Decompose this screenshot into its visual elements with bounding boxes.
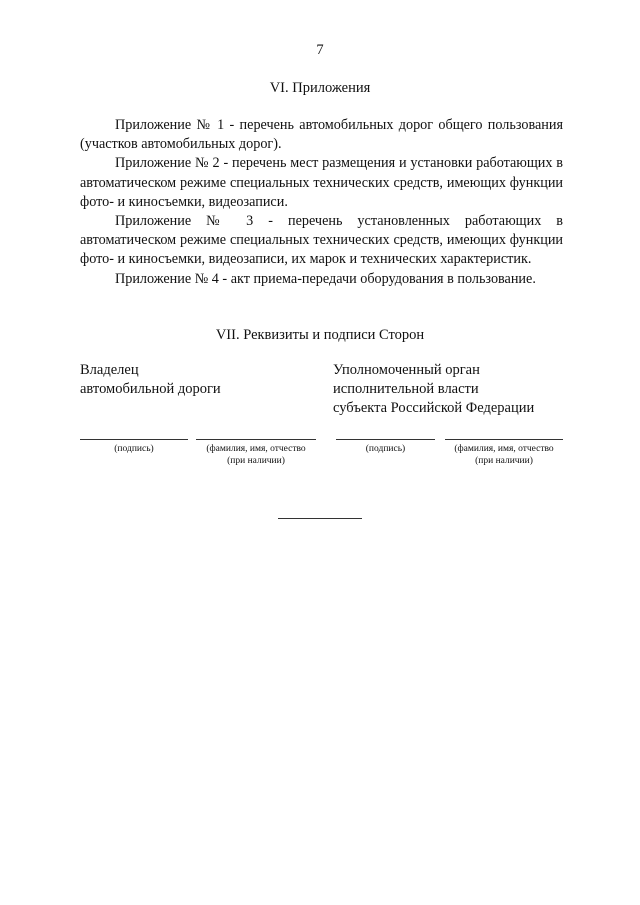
owner-line-1: Владелец: [80, 362, 139, 378]
authority-signature-caption: (подпись): [365, 444, 406, 454]
authority-signature-line: [336, 439, 435, 440]
authority-name-field: [445, 439, 563, 467]
section-title-requisites: VII. Реквизиты и подписи Сторон: [215, 327, 425, 343]
authority-name-line: [445, 439, 563, 440]
authority-line-2: исполнительной власти: [333, 381, 479, 397]
authority-name-caption: (фамилия, имя, отчество (при наличии): [454, 444, 554, 466]
attachment-paragraph-4: Приложение № 4 - акт приема-передачи оборудования в пользование.: [115, 270, 536, 287]
owner-signature-field: [80, 439, 188, 455]
owner-signature-line: [80, 439, 188, 440]
owner-name-line: [196, 439, 316, 440]
attachment-paragraph-3: Приложение № 3 - перечень установленных работающих в автоматическом режиме специальных технических средств, имеющих функции фото- и киносъемки, видеозаписи, их марок и технических характеристик.: [80, 213, 563, 268]
attachments-list: [80, 116, 563, 289]
attachment-paragraph-1: Приложение № 1 - перечень автомобильных дорог общего пользования (участков автомобильных дорог).: [80, 117, 563, 153]
attachment-paragraph-2: Приложение № 2 - перечень мест размещения и установки работающих в автоматическом режиме специальных технических средств, имеющих функции фото- и киносъемки, видеозаписи.: [80, 155, 563, 210]
section-title-attachments: VI. Приложения: [269, 80, 371, 96]
owner-line-2: автомобильной дороги: [80, 381, 221, 397]
authority-line-3: субъекта Российской Федерации: [333, 400, 535, 416]
document-end-divider: [278, 518, 362, 519]
authority-signature-field: [336, 439, 435, 455]
authority-line-1: Уполномоченный орган: [333, 362, 480, 378]
owner-signature-caption: (подпись): [114, 444, 154, 454]
owner-name-field: [196, 439, 316, 467]
authority-party: [333, 361, 573, 418]
owner-party: [80, 361, 300, 399]
owner-name-caption: (фамилия, имя, отчество (при наличии): [206, 444, 306, 466]
page-number: 7: [316, 42, 324, 58]
